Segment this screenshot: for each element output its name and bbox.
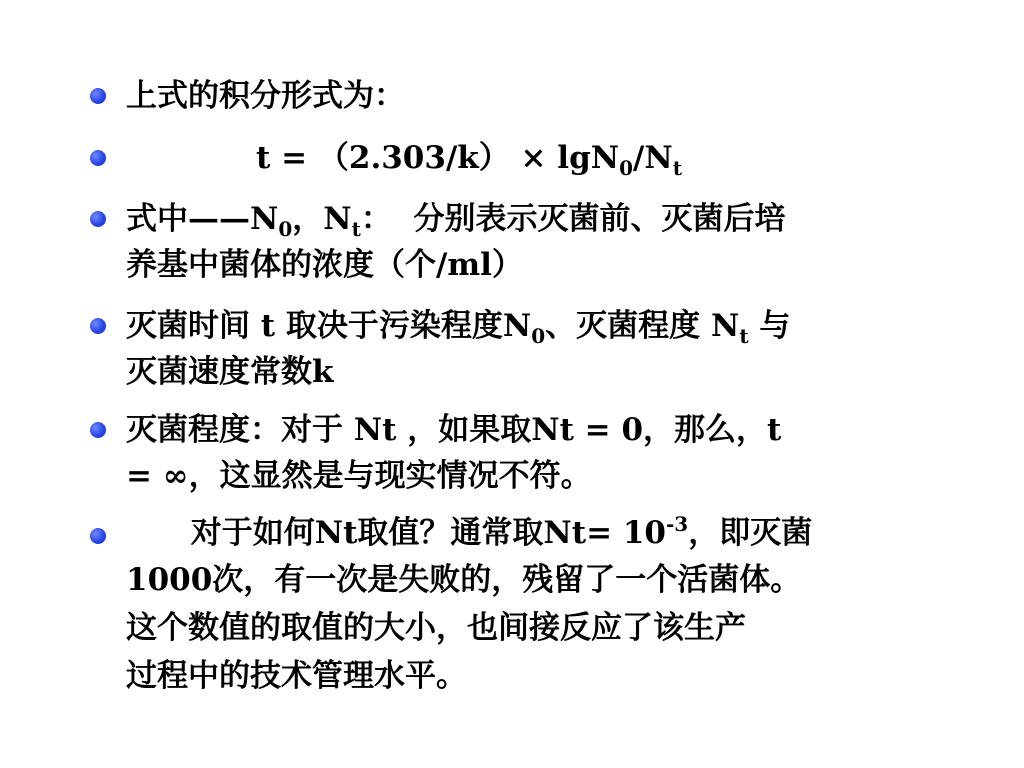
formula-text: t = （2.303/k） × lgN [256,140,620,176]
text-run: 对于如何Nt取值？通常取Nt= 10 [126,515,666,551]
subscript-t: t [672,156,682,180]
subscript-t: t [739,324,749,348]
bullet-dot-icon [90,422,106,438]
subscript-0: 0 [531,324,546,348]
bullet-dot-icon [90,318,106,334]
bullet-text-line [126,306,790,346]
text-run: ，N [292,201,352,237]
bullet-text-line: 1000次，有一次是失败的，残留了一个活菌体。 [126,562,802,598]
bullet-text-line [126,199,785,239]
subscript-t: t [351,217,361,241]
text-run: 与 [748,308,791,344]
text-run: ： 分别表示灭菌前、灭菌后培 [360,201,786,237]
bullet-dot-icon [90,88,106,104]
bullet-dot-icon [90,211,106,227]
bullet-text-line: 养基中菌体的浓度（个/ml） [126,247,523,283]
bullet-text-line: = ∞，这显然是与现实情况不符。 [126,458,592,494]
text-run: 式中——N [126,201,279,237]
bullet-text-line: 上式的积分形式为： [126,78,405,114]
bullet-text-line: 灭菌速度常数k [126,354,334,390]
formula-text: /N [633,140,673,176]
text-run: ，即灭菌 [688,515,813,551]
bullet-text-line: 过程中的技术管理水平。 [126,658,467,694]
subscript-0: 0 [278,217,293,241]
bullet-text-line [126,513,812,553]
text-run: 、灭菌程度 N [545,308,740,344]
bullet-dot-icon [90,528,106,544]
superscript-exponent: -3 [665,512,689,536]
bullet-text-line: 灭菌程度：对于 Nt ，如果取Nt = 0，那么，t [126,412,782,448]
subscript-0: 0 [619,156,634,180]
formula-line [256,138,682,178]
bullet-dot-icon [90,150,106,166]
bullet-text-line: 这个数值的取值的大小，也间接反应了该生产 [126,610,746,646]
text-run: 灭菌时间 t 取决于污染程度N [126,308,532,344]
